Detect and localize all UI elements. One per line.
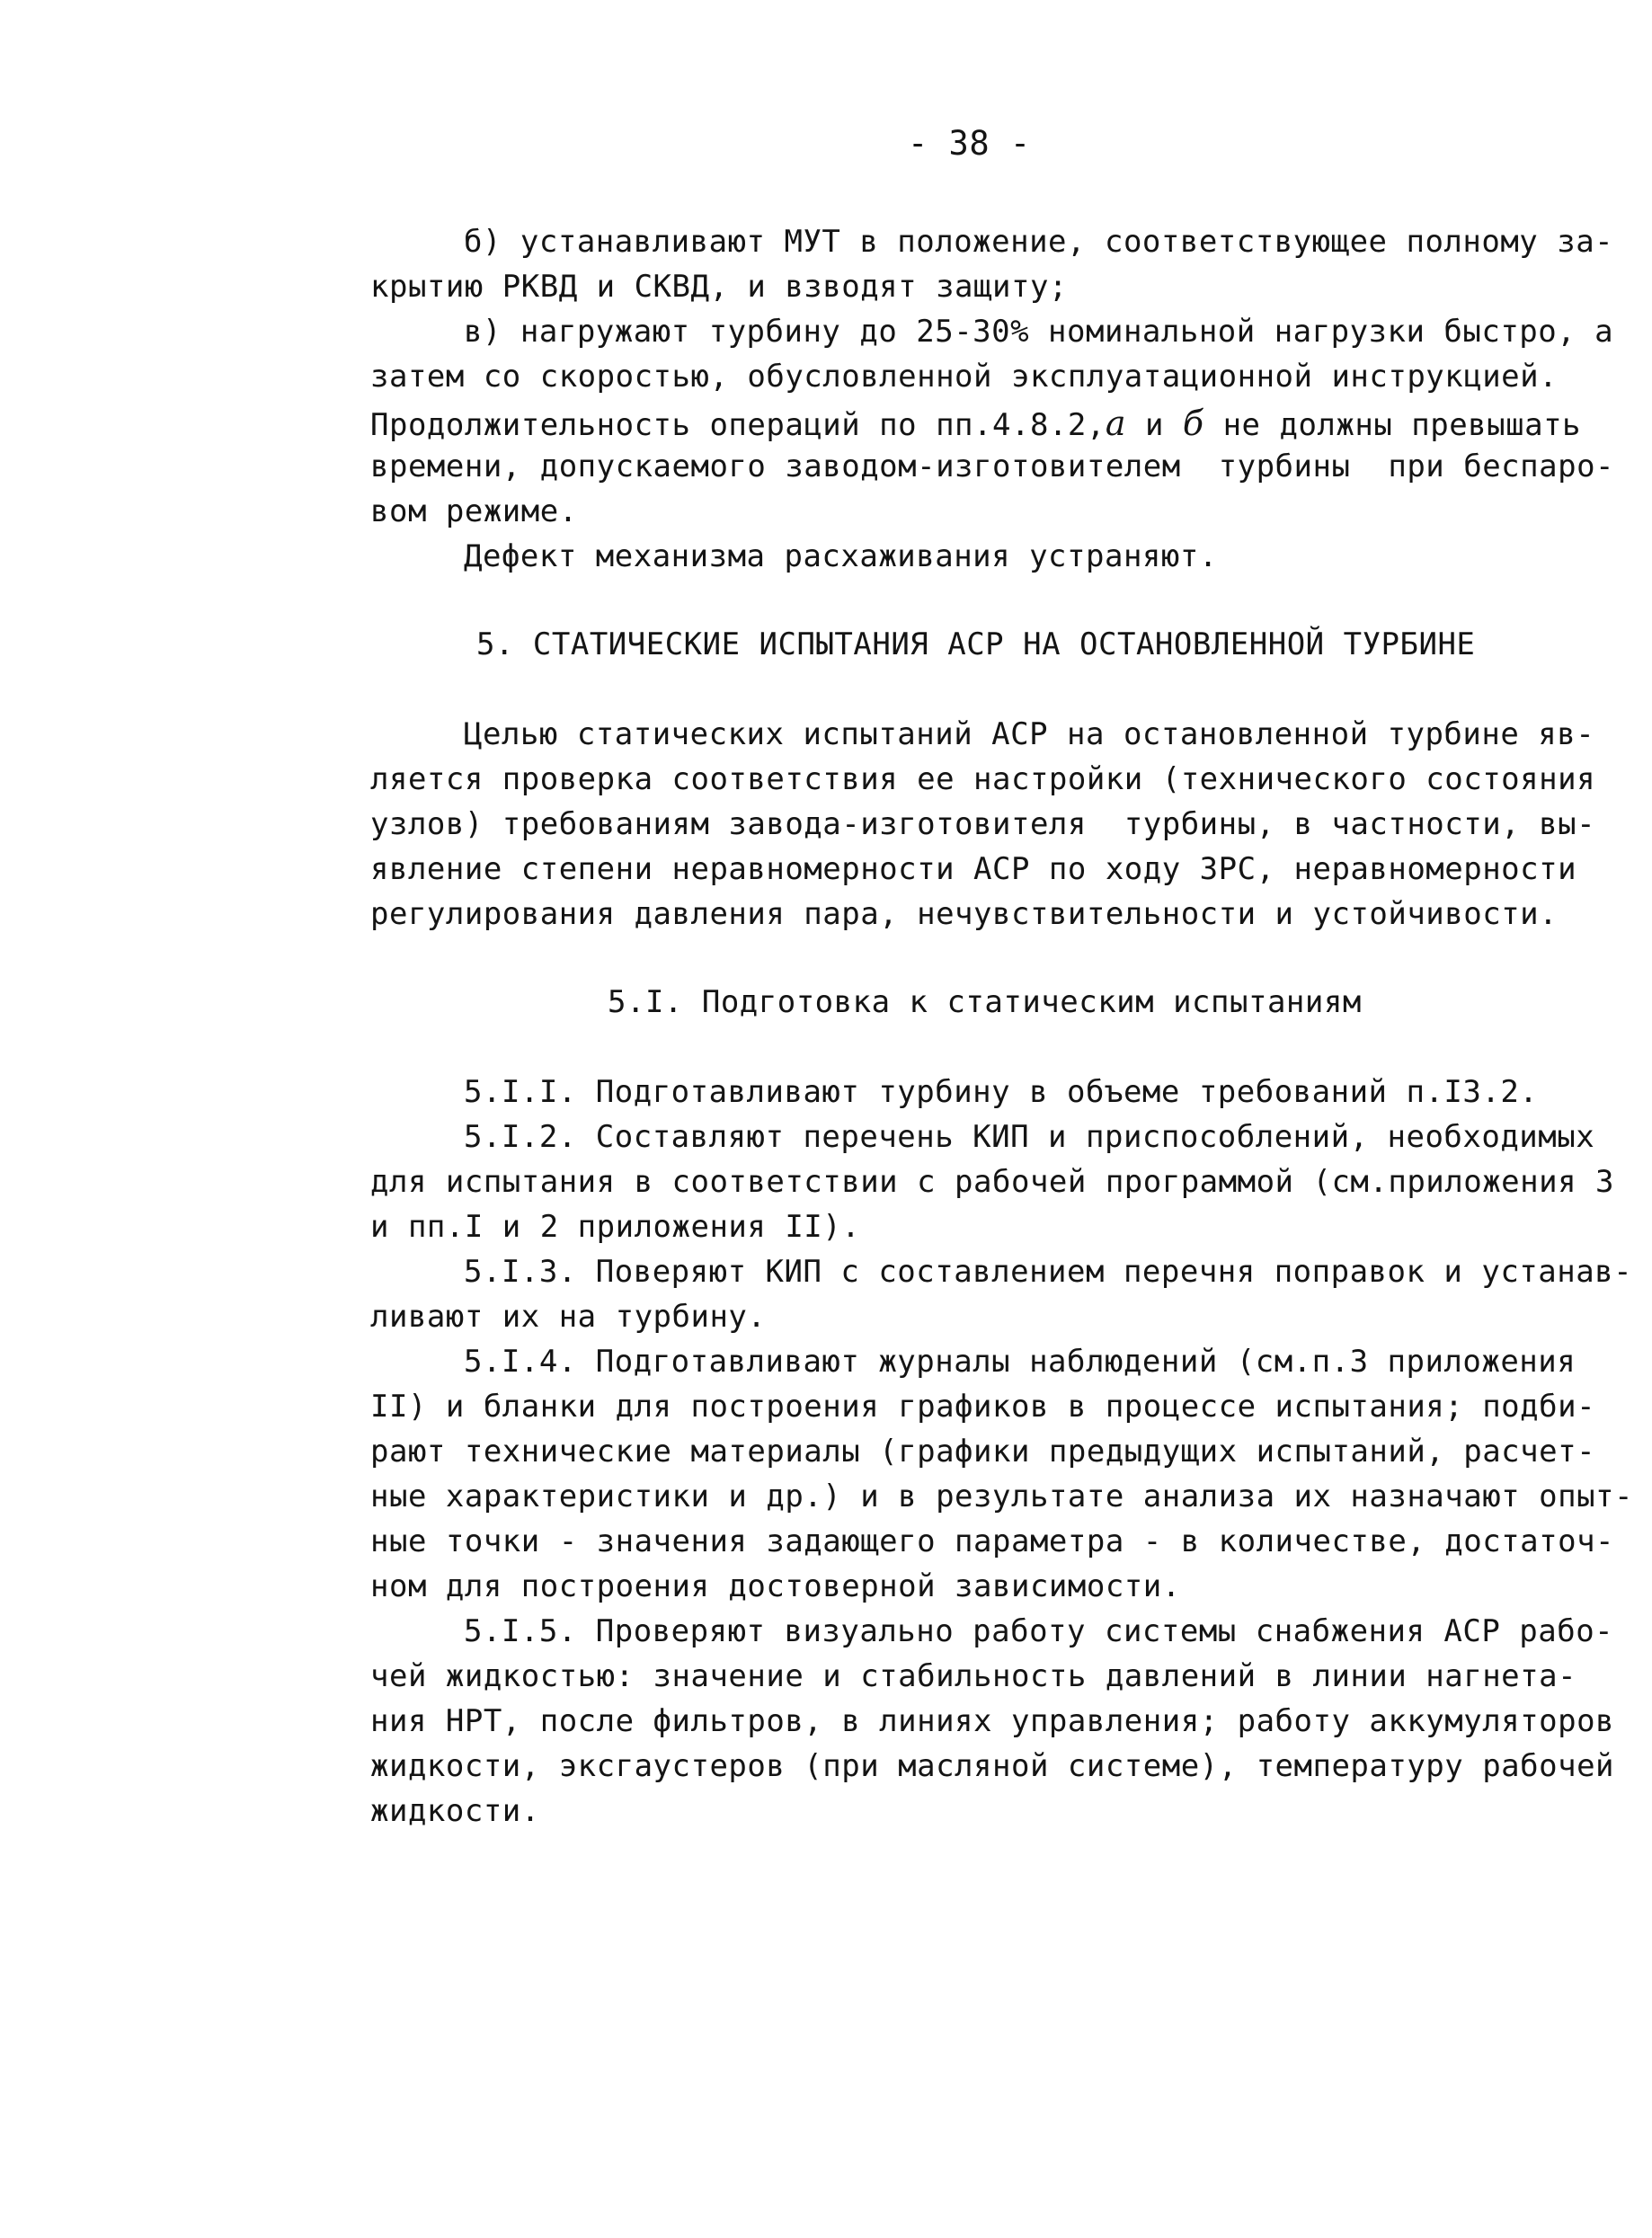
text-line-start: Продолжительность операций по пп.4.8.2,	[370, 407, 1106, 443]
text-line: ляется проверка соответствия ее настройки (технического состояния	[370, 761, 1596, 797]
text-line: 5.I.I. Подготавливают турбину в объеме требований п.I3.2.	[464, 1074, 1539, 1110]
section-heading: 5. СТАТИЧЕСКИЕ ИСПЫТАНИЯ АСР НА ОСТАНОВЛЕННОЙ ТУРБИНЕ	[476, 626, 1476, 662]
text-line: крытию РКВД и СКВД, и взводят защиту;	[370, 269, 1068, 305]
text-line: времени, допускаемого заводом-изготовителем турбины при беспаро-	[370, 448, 1615, 484]
subsection-heading: 5.I. Подготовка к статическим испытаниям	[608, 984, 1362, 1020]
text-line: для испытания в соответствии с рабочей программой (см.приложения 3	[370, 1164, 1615, 1200]
text-line: в) нагружают турбину до 25-30% номинальной нагрузки быстро, а	[464, 314, 1614, 350]
text-line: регулирования давления пара, нечувствительности и устойчивости.	[370, 896, 1559, 932]
conjunction: и	[1125, 407, 1183, 443]
text-line: 5.I.5. Проверяют визуально работу системы снабжения АСР рабо-	[464, 1613, 1614, 1649]
text-line: 5.I.2. Составляют перечень КИП и приспособлений, необходимых	[464, 1119, 1595, 1155]
text-line: б) устанавливают МУТ в положение, соответствующее полному за-	[464, 224, 1614, 260]
text-line: явление степени неравномерности АСР по ходу ЗРС, неравномерности	[370, 851, 1577, 887]
text-line: чей жидкостью: значение и стабильность давлений в линии нагнета-	[370, 1658, 1577, 1694]
text-line: 5.I.4. Подготавливают журналы наблюдений (см.п.3 приложения	[464, 1344, 1577, 1380]
text-line: вом режиме.	[370, 493, 578, 529]
text-line: ливают их на турбину.	[370, 1299, 767, 1335]
text-line: 5.I.3. Поверяют КИП с составлением перечня поправок и устанав-	[464, 1254, 1633, 1290]
text-line: II) и бланки для построения графиков в процессе испытания; подби-	[370, 1389, 1596, 1425]
item-a-letter: а	[1105, 404, 1126, 443]
text-line: жидкости.	[370, 1793, 540, 1829]
text-line: затем со скоростью, обусловленной эксплуатационной инструкцией.	[370, 359, 1559, 395]
text-line-end: не должны превышать	[1203, 407, 1582, 443]
text-line	[370, 404, 1582, 443]
text-line: Целью статических испытаний АСР на остановленной турбине яв-	[464, 716, 1595, 752]
item-b-letter: б	[1182, 404, 1204, 443]
text-line: ном для построения достоверной зависимости.	[370, 1568, 1181, 1604]
text-line: узлов) требованиям завода-изготовителя турбины, в частности, вы-	[370, 806, 1596, 842]
text-line: жидкости, эксгаустеров (при масляной системе), температуру рабочей	[370, 1748, 1615, 1784]
text-line: ные точки - значения задающего параметра - в количестве, достаточ-	[370, 1523, 1615, 1559]
page-number: - 38 -	[908, 124, 1031, 163]
text-line: рают технические материалы (графики предыдущих испытаний, расчет-	[370, 1434, 1596, 1470]
text-line: ные характеристики и др.) и в результате анализа их назначают опыт-	[370, 1479, 1633, 1514]
text-line: и пп.I и 2 приложения II).	[370, 1209, 861, 1245]
text-line: Дефект механизма расхаживания устраняют.	[464, 538, 1218, 574]
text-line: ния НРТ, после фильтров, в линиях управления; работу аккумуляторов	[370, 1703, 1615, 1739]
